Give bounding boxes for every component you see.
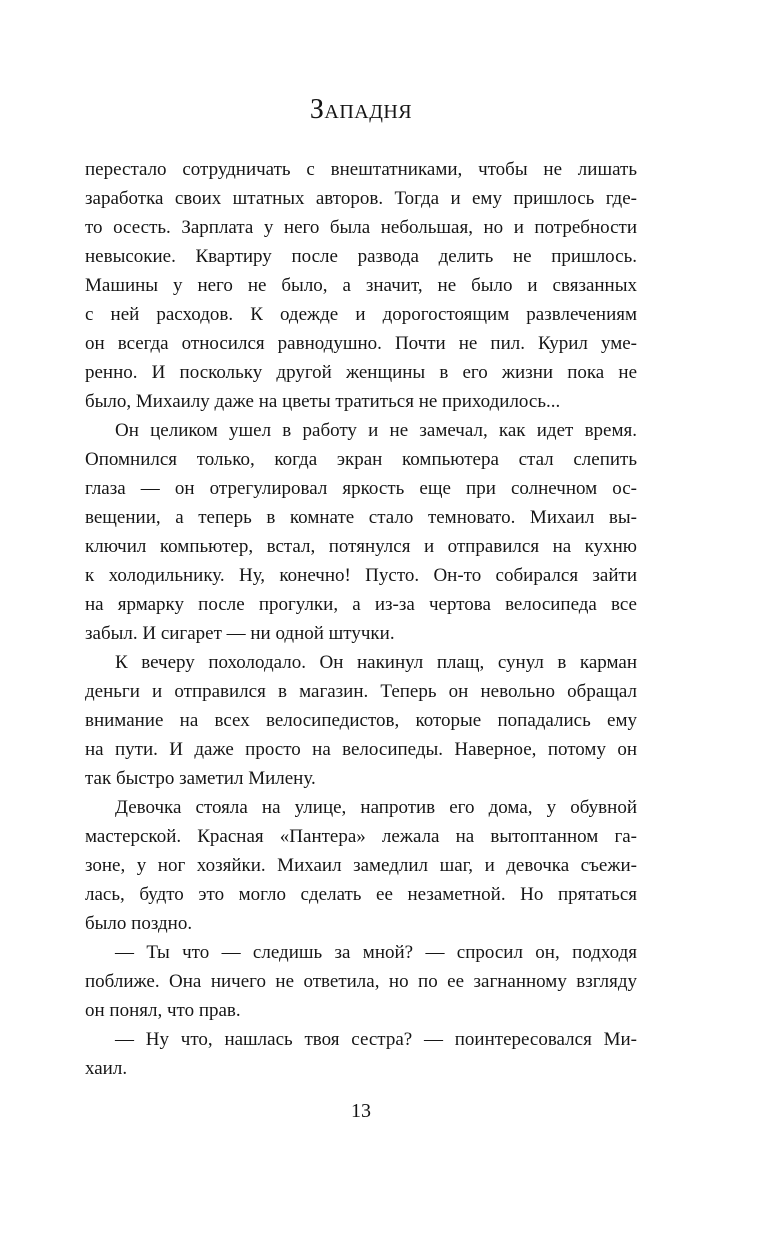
text-line: так быстро заметил Милену. xyxy=(85,768,316,789)
text-line: заработка своих штатных авторов. Тогда и ему пришлось где- xyxy=(85,188,637,209)
text-line: К вечеру похолодало. Он накинул плащ, сунул в карман xyxy=(115,652,637,673)
text-line: было, Михаилу даже на цветы тратиться не приходилось... xyxy=(85,391,561,412)
text-line: к холодильнику. Ну, конечно! Пусто. Он-то собирался зайти xyxy=(85,565,637,586)
text-line: то осесть. Зарплата у него была небольшая, но и потребности xyxy=(85,217,637,238)
text-line: мастерской. Красная «Пантера» лежала на вытоптанном га- xyxy=(85,826,637,847)
text-line: хаил. xyxy=(85,1058,128,1079)
text-line: деньги и отправился в магазин. Теперь он невольно обращал xyxy=(85,681,637,702)
text-line: он всегда относился равнодушно. Почти не пил. Курил уме- xyxy=(85,333,637,354)
page-content xyxy=(85,0,637,1122)
text-line: он понял, что прав. xyxy=(85,1000,241,1021)
text-line: ключил компьютер, встал, потянулся и отправился на кухню xyxy=(85,536,637,557)
page-number: 13 xyxy=(351,1100,371,1122)
text-line: глаза — он отрегулировал яркость еще при солнечном ос- xyxy=(85,478,637,499)
paragraph xyxy=(85,1025,637,1083)
text-line: Машины у него не было, а значит, не было и связанных xyxy=(85,275,637,296)
text-block xyxy=(85,155,637,1083)
paragraph xyxy=(85,416,637,648)
text-line: Девочка стояла на улице, напротив его дома, у обувной xyxy=(115,797,637,818)
text-line: Опомнился только, когда экран компьютера стал слепить xyxy=(85,449,637,470)
text-line: — Ну что, нашлась твоя сестра? — поинтересовался Ми- xyxy=(115,1029,637,1050)
text-line: Он целиком ушел в работу и не замечал, как идет время. xyxy=(115,420,637,441)
text-line: зоне, у ног хозяйки. Михаил замедлил шаг, и девочка съежи- xyxy=(85,855,637,876)
text-line: на ярмарку после прогулки, а из-за чертова велосипеда все xyxy=(85,594,637,615)
text-line: вещении, а теперь в комнате стало темновато. Михаил вы- xyxy=(85,507,637,528)
paragraph xyxy=(85,155,637,416)
paragraph xyxy=(85,648,637,793)
text-line: ренно. И поскольку другой женщины в его жизни пока не xyxy=(85,362,637,383)
text-line: с ней расходов. К одежде и дорогостоящим развлечениям xyxy=(85,304,637,325)
paragraph xyxy=(85,938,637,1025)
chapter-title: Западня xyxy=(309,94,413,125)
text-line: — Ты что — следишь за мной? — спросил он, подходя xyxy=(115,942,637,963)
text-line: перестало сотрудничать с внештатниками, чтобы не лишать xyxy=(85,159,637,180)
paragraph xyxy=(85,793,637,938)
text-line: на пути. И даже просто на велосипеды. Наверное, потому он xyxy=(85,739,637,760)
text-line: забыл. И сигарет — ни одной штучки. xyxy=(85,623,395,644)
text-line: внимание на всех велосипедистов, которые попадались ему xyxy=(85,710,637,731)
text-line: было поздно. xyxy=(85,913,193,934)
text-line: поближе. Она ничего не ответила, но по ее загнанному взгляду xyxy=(85,971,637,992)
text-line: невысокие. Квартиру после развода делить не пришлось. xyxy=(85,246,637,267)
text-line: лась, будто это могло сделать ее незаметной. Но прятаться xyxy=(85,884,637,905)
